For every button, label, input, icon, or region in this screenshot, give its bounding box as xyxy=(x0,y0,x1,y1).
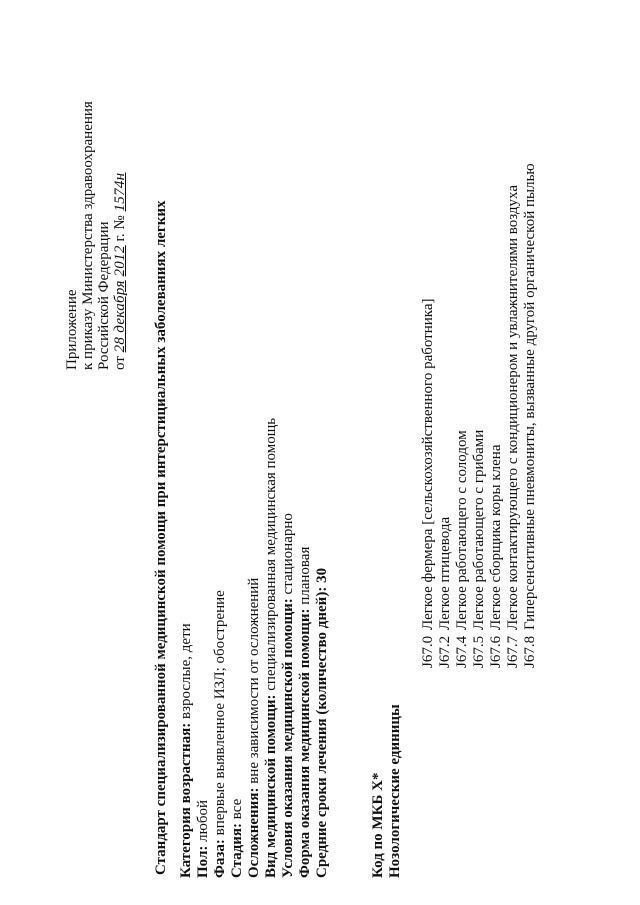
icd-item-j67-8 xyxy=(522,163,539,668)
icd-name: Легкое работающего с грибами xyxy=(471,429,487,630)
field-label: Условия оказания медицинской помощи: xyxy=(280,598,296,878)
icd-name: Легкое работающего с солодом xyxy=(454,430,470,630)
appendix-block xyxy=(64,101,128,370)
icd-list xyxy=(420,163,539,668)
icd-code: J67.0 xyxy=(420,635,436,668)
appendix-order-ref: к приказу Министерства здравоохранения xyxy=(80,101,96,370)
icd-name: Гиперсенситивные пневмониты, вызванные другой органической пылью xyxy=(522,163,538,630)
icd-item-j67-6 xyxy=(488,163,505,668)
field-label: Вид медицинской помощи: xyxy=(263,694,279,878)
handwritten-date: 28 декабря xyxy=(112,280,128,353)
field-stage xyxy=(229,418,246,878)
field-label: Средние сроки лечения (количество дней): xyxy=(314,586,330,878)
icd-code: J67.6 xyxy=(488,635,504,668)
icd-item-j67-4 xyxy=(454,163,471,668)
field-value: стационарно xyxy=(280,513,296,595)
icd-header-block xyxy=(370,704,404,878)
icd-item-j67-5 xyxy=(471,163,488,668)
appendix-label: Приложение xyxy=(64,289,80,370)
icd-item-j67-7 xyxy=(505,163,522,668)
order-date-line xyxy=(112,101,128,370)
standard-parameters xyxy=(178,418,331,878)
field-label: Пол: xyxy=(195,845,211,878)
field-value: взрослые, дети xyxy=(178,623,194,719)
field-care-type xyxy=(263,418,280,878)
date-prefix: от xyxy=(112,356,128,370)
field-sex xyxy=(195,418,212,878)
field-label: Осложнения: xyxy=(246,787,262,878)
field-value: плановая xyxy=(297,546,313,605)
field-value: все xyxy=(229,798,245,820)
field-value: впервые выявленное ИЗЛ; обострение xyxy=(212,590,228,836)
field-label: Фаза: xyxy=(212,839,228,878)
field-treatment-duration xyxy=(314,418,331,878)
field-complications xyxy=(246,418,263,878)
icd-name: Легкое фермера [сельскохозяйственного работника] xyxy=(420,298,436,630)
handwritten-year: 2012 xyxy=(112,245,128,277)
field-label: Форма оказания медицинской помощи: xyxy=(297,608,313,878)
icd-name: Легкое контактирующего с кондиционером и увлажнителями воздуха xyxy=(505,185,521,630)
field-care-conditions xyxy=(280,418,297,878)
icd-code: J67.7 xyxy=(505,635,521,668)
field-value: вне зависимости от осложнений xyxy=(246,577,262,784)
icd-name: Легкое птицевода xyxy=(437,516,453,630)
field-age-category xyxy=(178,418,195,878)
icd-code: J67.8 xyxy=(522,635,538,668)
field-label: Стадия: xyxy=(229,822,245,878)
field-label: Категория возрастная: xyxy=(178,722,194,878)
icd-item-j67-2 xyxy=(437,163,454,668)
icd-item-j67-0 xyxy=(420,163,437,668)
icd-code: J67.4 xyxy=(454,635,470,668)
appendix-country: Российской Федерации xyxy=(96,221,112,370)
icd-header: Код по МКБ X* xyxy=(370,772,386,878)
icd-code: J67.5 xyxy=(471,635,487,668)
field-value: любой xyxy=(195,800,211,842)
field-value: 30 xyxy=(314,567,330,583)
field-care-form xyxy=(297,418,314,878)
icd-subheader: Нозологические единицы xyxy=(387,704,403,878)
icd-name: Легкое сборщика коры клена xyxy=(488,444,504,630)
handwritten-number: 1574н xyxy=(112,172,128,212)
year-suffix: г. xyxy=(112,233,128,242)
field-phase xyxy=(212,418,229,878)
icd-code: J67.2 xyxy=(437,635,453,668)
number-prefix: № xyxy=(112,215,128,230)
field-value: специализированная медицинская помощь xyxy=(263,417,279,691)
document-title: Стандарт специализированной медицинской помощи при интерстициальных заболеваниях легких xyxy=(153,200,169,875)
